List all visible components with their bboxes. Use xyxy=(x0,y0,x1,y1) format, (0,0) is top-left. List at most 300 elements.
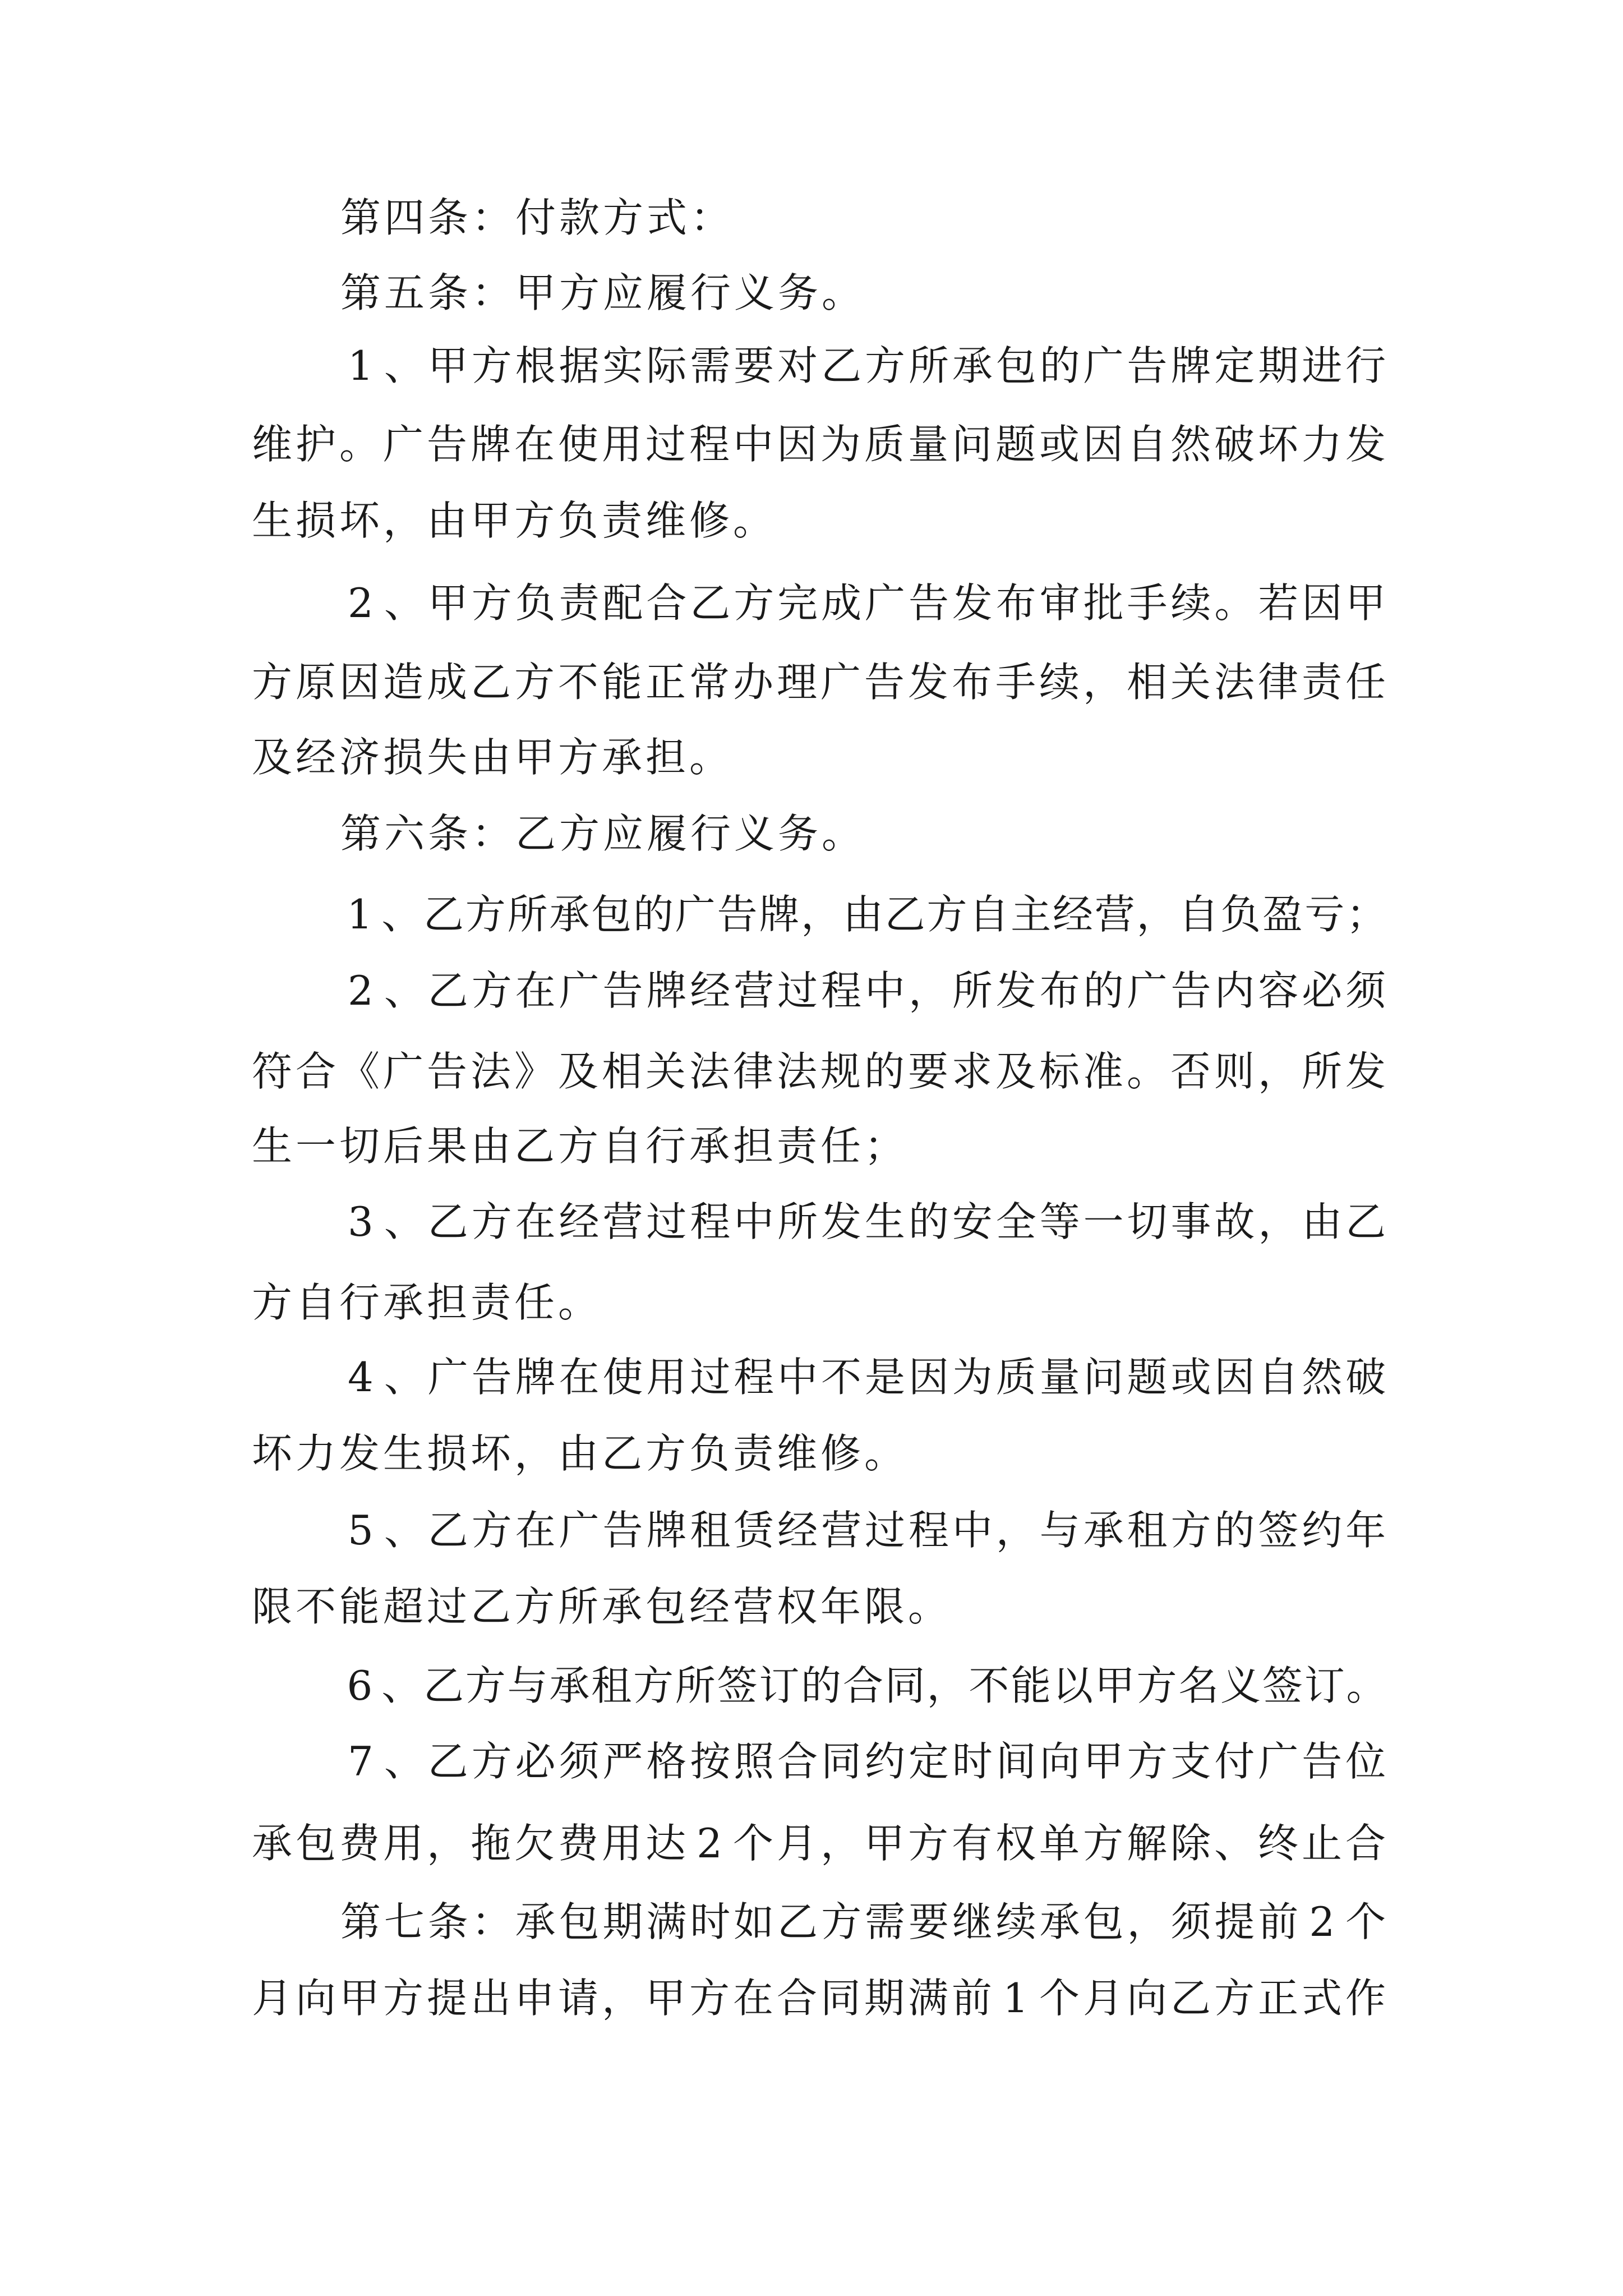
glyph: 是 xyxy=(865,1354,906,1401)
glyph: 修 xyxy=(820,1430,861,1477)
glyph: 维 xyxy=(645,497,686,544)
glyph: 进 xyxy=(1302,342,1343,389)
glyph: 需 xyxy=(865,1898,906,1945)
glyph: 承 xyxy=(689,1122,730,1170)
glyph: 规 xyxy=(820,1048,861,1095)
glyph: 2 xyxy=(348,967,374,1014)
glyph: 3 xyxy=(348,1198,374,1245)
glyph: 甲 xyxy=(515,269,556,316)
glyph: 过 xyxy=(865,1507,906,1554)
glyph: 方 xyxy=(1082,1820,1123,1867)
glyph: 由 xyxy=(842,891,883,938)
glyph: 签 xyxy=(1258,1507,1299,1554)
glyph: 否 xyxy=(1170,1048,1211,1095)
glyph: 方 xyxy=(471,967,512,1014)
paragraph-line xyxy=(339,184,732,251)
glyph: 续 xyxy=(1170,579,1211,627)
glyph: 签 xyxy=(1262,1662,1303,1709)
glyph: 合 xyxy=(295,1048,336,1095)
glyph: 发 xyxy=(907,659,948,706)
paragraph-line xyxy=(250,724,731,791)
glyph: 提 xyxy=(1214,1898,1255,1945)
glyph: 亏 xyxy=(1304,891,1345,938)
glyph: 订 xyxy=(1304,1662,1345,1709)
glyph: 月 xyxy=(251,1975,292,2022)
glyph: 故 xyxy=(1214,1198,1255,1245)
glyph: 乙 xyxy=(427,1738,468,1785)
glyph: 方 xyxy=(734,579,774,627)
glyph: 事 xyxy=(1170,1198,1211,1245)
glyph: 程 xyxy=(690,1198,731,1245)
glyph: 必 xyxy=(515,1738,556,1785)
glyph: 解 xyxy=(1126,1820,1167,1867)
glyph: 对 xyxy=(777,342,818,389)
glyph: 第 xyxy=(340,269,381,316)
glyph: 约 xyxy=(865,1738,906,1785)
glyph: 不 xyxy=(969,1662,1009,1709)
glyph: 然 xyxy=(1302,1354,1343,1401)
glyph: 等 xyxy=(1039,1198,1080,1245)
glyph: 由 xyxy=(470,734,511,781)
paragraph-line xyxy=(250,648,1387,716)
glyph: 方 xyxy=(559,810,600,857)
glyph: 条 xyxy=(427,1898,468,1945)
glyph: 乙 xyxy=(821,342,862,389)
glyph: 负 xyxy=(689,1430,730,1477)
glyph: 、 xyxy=(384,967,425,1014)
glyph: 广 xyxy=(559,1507,600,1554)
glyph: 甲 xyxy=(864,1820,905,1867)
glyph: 按 xyxy=(690,1738,731,1785)
glyph: 程 xyxy=(821,967,862,1014)
glyph: 承 xyxy=(952,342,993,389)
glyph: 坏 xyxy=(339,497,380,544)
glyph: 损 xyxy=(295,497,336,544)
glyph: 任 xyxy=(514,1279,555,1326)
glyph: 正 xyxy=(1257,1975,1298,2022)
glyph: 如 xyxy=(734,1898,774,1945)
glyph: 履 xyxy=(646,810,687,857)
glyph: 方 xyxy=(1127,1738,1168,1785)
glyph: 的 xyxy=(633,891,674,938)
glyph: 所 xyxy=(1301,1048,1342,1095)
glyph: 止 xyxy=(1301,1820,1342,1867)
glyph: 过 xyxy=(645,421,686,468)
glyph: 相 xyxy=(601,1048,642,1095)
glyph: 方 xyxy=(602,194,643,241)
glyph: 7 xyxy=(348,1738,374,1785)
glyph: 期 xyxy=(602,1898,643,1945)
glyph: 布 xyxy=(1039,967,1080,1014)
glyph: 发 xyxy=(339,1430,380,1477)
glyph: 承 xyxy=(251,1820,292,1867)
glyph: 完 xyxy=(777,579,818,627)
glyph: 七 xyxy=(384,1898,425,1945)
glyph: 据 xyxy=(559,342,600,389)
glyph: 定 xyxy=(1214,342,1255,389)
glyph: 失 xyxy=(426,734,467,781)
glyph: 方 xyxy=(471,342,512,389)
glyph: 担 xyxy=(645,734,686,781)
glyph: 务 xyxy=(777,810,818,857)
glyph: 营 xyxy=(602,1198,643,1245)
glyph: 时 xyxy=(690,1898,731,1945)
glyph: 问 xyxy=(951,421,992,468)
paragraph-line xyxy=(250,1573,950,1640)
glyph: ： xyxy=(690,194,731,241)
paragraph-line xyxy=(339,957,1387,1024)
glyph: 告 xyxy=(471,1354,512,1401)
paragraph-line xyxy=(250,411,1387,478)
glyph: 程 xyxy=(689,421,730,468)
glyph: 发 xyxy=(952,579,993,627)
glyph: 责 xyxy=(559,579,600,627)
glyph: 告 xyxy=(1127,342,1168,389)
glyph: 。 xyxy=(864,1430,905,1477)
glyph: 准 xyxy=(1082,1048,1123,1095)
glyph: 过 xyxy=(690,1354,731,1401)
glyph: 关 xyxy=(1170,659,1211,706)
glyph: 果 xyxy=(426,1122,467,1170)
glyph: 牌 xyxy=(470,421,511,468)
glyph: 与 xyxy=(507,1662,548,1709)
glyph: 告 xyxy=(602,1507,643,1554)
glyph: 告 xyxy=(426,1048,467,1095)
glyph: 4 xyxy=(348,1354,374,1401)
glyph: 承 xyxy=(549,1662,590,1709)
glyph: ， xyxy=(820,1820,861,1867)
glyph: 因 xyxy=(1214,1354,1255,1401)
paragraph-line xyxy=(250,1112,906,1180)
glyph: 包 xyxy=(995,342,1036,389)
glyph: 负 xyxy=(557,497,598,544)
glyph: 营 xyxy=(734,967,774,1014)
glyph: 有 xyxy=(951,1820,992,1867)
glyph: 。 xyxy=(557,1279,598,1326)
glyph: ： xyxy=(471,269,512,316)
glyph: 严 xyxy=(602,1738,643,1785)
glyph: 乙 xyxy=(515,810,556,857)
glyph: 牌 xyxy=(759,891,800,938)
glyph: 营 xyxy=(821,1507,862,1554)
glyph: 甲 xyxy=(470,497,511,544)
glyph: 告 xyxy=(426,421,467,468)
glyph: 经 xyxy=(1052,891,1093,938)
glyph: 乙 xyxy=(1170,1975,1211,2022)
glyph: 配 xyxy=(602,579,643,627)
glyph: ， xyxy=(426,1820,467,1867)
glyph: 中 xyxy=(732,421,773,468)
glyph: 然 xyxy=(1170,421,1211,468)
glyph: 与 xyxy=(1039,1507,1080,1554)
glyph: 要 xyxy=(734,342,774,389)
glyph: 行 xyxy=(339,1279,380,1326)
glyph: 布 xyxy=(951,659,992,706)
glyph: 终 xyxy=(1257,1820,1298,1867)
glyph: 牌 xyxy=(646,1507,687,1554)
glyph: 及 xyxy=(557,1048,598,1095)
glyph: 。 xyxy=(1126,1048,1167,1095)
glyph: 方 xyxy=(689,1975,730,2022)
glyph: 护 xyxy=(295,421,336,468)
glyph: 式 xyxy=(646,194,687,241)
glyph: 坏 xyxy=(251,1430,292,1477)
glyph: 、 xyxy=(384,1354,425,1401)
glyph: 的 xyxy=(864,1048,905,1095)
glyph: 方 xyxy=(865,342,906,389)
paragraph-line xyxy=(339,569,1387,637)
paragraph-line xyxy=(339,1888,1387,1955)
glyph: 行 xyxy=(645,1122,686,1170)
glyph: 由 xyxy=(426,497,467,544)
glyph: 月 xyxy=(1082,1975,1123,2022)
glyph: 款 xyxy=(559,194,600,241)
glyph: 个 xyxy=(1039,1975,1080,2022)
glyph: ， xyxy=(801,891,842,938)
glyph: 办 xyxy=(732,659,773,706)
glyph: 乙 xyxy=(777,1898,818,1945)
glyph: 乙 xyxy=(423,891,464,938)
paragraph-line xyxy=(339,332,1387,399)
glyph: 告 xyxy=(1170,967,1211,1014)
glyph: 乙 xyxy=(514,1122,555,1170)
glyph: 自 xyxy=(1178,891,1219,938)
glyph: 手 xyxy=(1127,579,1168,627)
glyph: 包 xyxy=(645,1583,686,1630)
glyph: 行 xyxy=(690,810,731,857)
glyph: 在 xyxy=(514,421,555,468)
glyph: 为 xyxy=(820,421,861,468)
glyph: 为 xyxy=(952,1354,993,1401)
glyph: 赁 xyxy=(734,1507,774,1554)
glyph: 生 xyxy=(251,1122,292,1170)
glyph: 一 xyxy=(1083,1198,1124,1245)
glyph: 费 xyxy=(339,1820,380,1867)
glyph: 负 xyxy=(515,579,556,627)
glyph: 订 xyxy=(759,1662,800,1709)
glyph: 承 xyxy=(1039,1898,1080,1945)
glyph: 》 xyxy=(514,1048,555,1095)
glyph: 位 xyxy=(1345,1738,1386,1785)
glyph: 乙 xyxy=(690,579,731,627)
glyph: 前 xyxy=(951,1975,992,2022)
glyph: 广 xyxy=(820,659,861,706)
glyph: 批 xyxy=(1083,579,1124,627)
glyph: 自 xyxy=(1258,1354,1299,1401)
glyph: 能 xyxy=(1011,1662,1052,1709)
glyph: ， xyxy=(1082,659,1123,706)
glyph: 不 xyxy=(295,1583,336,1630)
glyph: 2 xyxy=(1309,1898,1335,1945)
glyph: 务 xyxy=(777,269,818,316)
glyph: 、 xyxy=(384,1198,425,1245)
glyph: 广 xyxy=(1083,342,1124,389)
paragraph-line xyxy=(339,1728,1387,1795)
glyph: 付 xyxy=(1214,1738,1255,1785)
glyph: 方 xyxy=(471,579,512,627)
glyph: 正 xyxy=(645,659,686,706)
glyph: 付 xyxy=(515,194,556,241)
glyph: 乙 xyxy=(427,1198,468,1245)
glyph: 所 xyxy=(952,967,993,1014)
glyph: 符 xyxy=(251,1048,292,1095)
glyph: 广 xyxy=(382,1048,423,1095)
glyph: 向 xyxy=(1039,1738,1080,1785)
glyph: 方 xyxy=(1136,1662,1177,1709)
glyph: 问 xyxy=(1083,1354,1124,1401)
glyph: 前 xyxy=(1258,1898,1299,1945)
glyph: 方 xyxy=(821,1898,862,1945)
glyph: 合 xyxy=(842,1662,883,1709)
glyph: ， xyxy=(1136,891,1177,938)
glyph: 乙 xyxy=(427,967,468,1014)
glyph: 方 xyxy=(514,1583,555,1630)
glyph: 个 xyxy=(1345,1898,1386,1945)
glyph: 后 xyxy=(382,1122,423,1170)
glyph: 经 xyxy=(295,734,336,781)
glyph: 期 xyxy=(864,1975,905,2022)
glyph: 济 xyxy=(339,734,380,781)
glyph: 发 xyxy=(995,967,1036,1014)
glyph: 广 xyxy=(1127,967,1168,1014)
glyph: 甲 xyxy=(339,1975,380,2022)
glyph: 力 xyxy=(295,1430,336,1477)
glyph: 所 xyxy=(557,1583,598,1630)
glyph: 安 xyxy=(952,1198,993,1245)
glyph: 、 xyxy=(384,342,425,389)
glyph: 甲 xyxy=(1083,1738,1124,1785)
glyph: 方 xyxy=(465,891,506,938)
glyph: 乙 xyxy=(470,659,511,706)
glyph: 量 xyxy=(907,421,948,468)
glyph: 担 xyxy=(426,1279,467,1326)
glyph: 乙 xyxy=(423,1662,464,1709)
glyph: 须 xyxy=(1345,967,1386,1014)
glyph: 法 xyxy=(470,1048,511,1095)
glyph: 必 xyxy=(1302,967,1343,1014)
glyph: 除 xyxy=(1170,1820,1211,1867)
glyph: 的 xyxy=(801,1662,842,1709)
glyph: 期 xyxy=(1258,342,1299,389)
glyph: 布 xyxy=(995,579,1036,627)
paragraph-line xyxy=(250,1038,1387,1105)
glyph: 质 xyxy=(864,421,905,468)
glyph: 告 xyxy=(864,659,905,706)
glyph: 常 xyxy=(689,659,730,706)
glyph: 限 xyxy=(864,1583,905,1630)
glyph: 方 xyxy=(471,1738,512,1785)
glyph: 个 xyxy=(732,1820,773,1867)
paragraph-line xyxy=(250,1420,906,1487)
glyph: ； xyxy=(1346,891,1387,938)
glyph: 时 xyxy=(952,1738,993,1785)
glyph: ， xyxy=(1258,1198,1299,1245)
glyph: 拖 xyxy=(470,1820,511,1867)
glyph: 照 xyxy=(734,1738,774,1785)
glyph: 支 xyxy=(1170,1738,1211,1785)
paragraph-line xyxy=(250,487,775,554)
glyph: 破 xyxy=(1214,421,1255,468)
glyph: ， xyxy=(995,1507,1036,1554)
glyph: 承 xyxy=(515,1898,556,1945)
glyph: 合 xyxy=(776,1975,817,2022)
glyph: 包 xyxy=(591,891,632,938)
glyph: 内 xyxy=(1214,967,1255,1014)
glyph: 1 xyxy=(348,342,374,389)
glyph: 、 xyxy=(384,1738,425,1785)
glyph: 由 xyxy=(557,1430,598,1477)
glyph: 以 xyxy=(1052,1662,1093,1709)
glyph: 乙 xyxy=(470,1583,511,1630)
paragraph-line xyxy=(339,1497,1387,1564)
glyph: 须 xyxy=(559,1738,600,1785)
glyph: 第 xyxy=(340,810,381,857)
glyph: 四 xyxy=(384,194,425,241)
glyph: 根 xyxy=(515,342,556,389)
glyph: 生 xyxy=(865,1198,906,1245)
glyph: 责 xyxy=(470,1279,511,1326)
glyph: 切 xyxy=(339,1122,380,1170)
glyph: 任 xyxy=(820,1122,861,1170)
glyph: 容 xyxy=(1258,967,1299,1014)
glyph: 名 xyxy=(1178,1662,1219,1709)
glyph: 格 xyxy=(646,1738,687,1785)
glyph: 的 xyxy=(1039,342,1080,389)
glyph: 维 xyxy=(251,421,292,468)
glyph: 甲 xyxy=(1094,1662,1135,1709)
paragraph-line xyxy=(339,1343,1387,1411)
glyph: 方 xyxy=(907,1820,948,1867)
glyph: 广 xyxy=(1258,1738,1299,1785)
glyph: 的 xyxy=(908,1198,949,1245)
glyph: ， xyxy=(1127,1898,1168,1945)
glyph: 相 xyxy=(1126,659,1167,706)
glyph: 方 xyxy=(926,891,967,938)
glyph: 权 xyxy=(995,1820,1036,1867)
glyph: 同 xyxy=(884,1662,925,1709)
glyph: 用 xyxy=(601,1820,642,1867)
glyph: 不 xyxy=(557,659,598,706)
glyph: 同 xyxy=(820,1975,861,2022)
glyph: 过 xyxy=(646,1198,687,1245)
glyph: 方 xyxy=(1214,1975,1255,2022)
glyph: 发 xyxy=(1345,421,1386,468)
glyph: 。 xyxy=(821,269,862,316)
glyph: 则 xyxy=(1214,1048,1255,1095)
glyph: 因 xyxy=(1082,421,1123,468)
glyph: ， xyxy=(514,1430,555,1477)
glyph: 定 xyxy=(908,1738,949,1785)
glyph: 实 xyxy=(602,342,643,389)
glyph: 承 xyxy=(549,891,590,938)
paragraph-line xyxy=(250,1269,600,1336)
glyph: 过 xyxy=(777,967,818,1014)
glyph: 1 xyxy=(1003,1975,1029,2022)
glyph: 费 xyxy=(557,1820,598,1867)
glyph: 包 xyxy=(1083,1898,1124,1945)
glyph: ， xyxy=(601,1975,642,2022)
glyph: 行 xyxy=(1345,342,1386,389)
glyph: ： xyxy=(471,194,512,241)
glyph: 方 xyxy=(471,1507,512,1554)
glyph: 签 xyxy=(717,1662,758,1709)
glyph: 广 xyxy=(382,421,423,468)
glyph: 甲 xyxy=(1345,579,1386,627)
glyph: 年 xyxy=(820,1583,861,1630)
glyph: 量 xyxy=(1039,1354,1080,1401)
glyph: 乙 xyxy=(1345,1198,1386,1245)
paragraph-line xyxy=(339,1652,1387,1719)
